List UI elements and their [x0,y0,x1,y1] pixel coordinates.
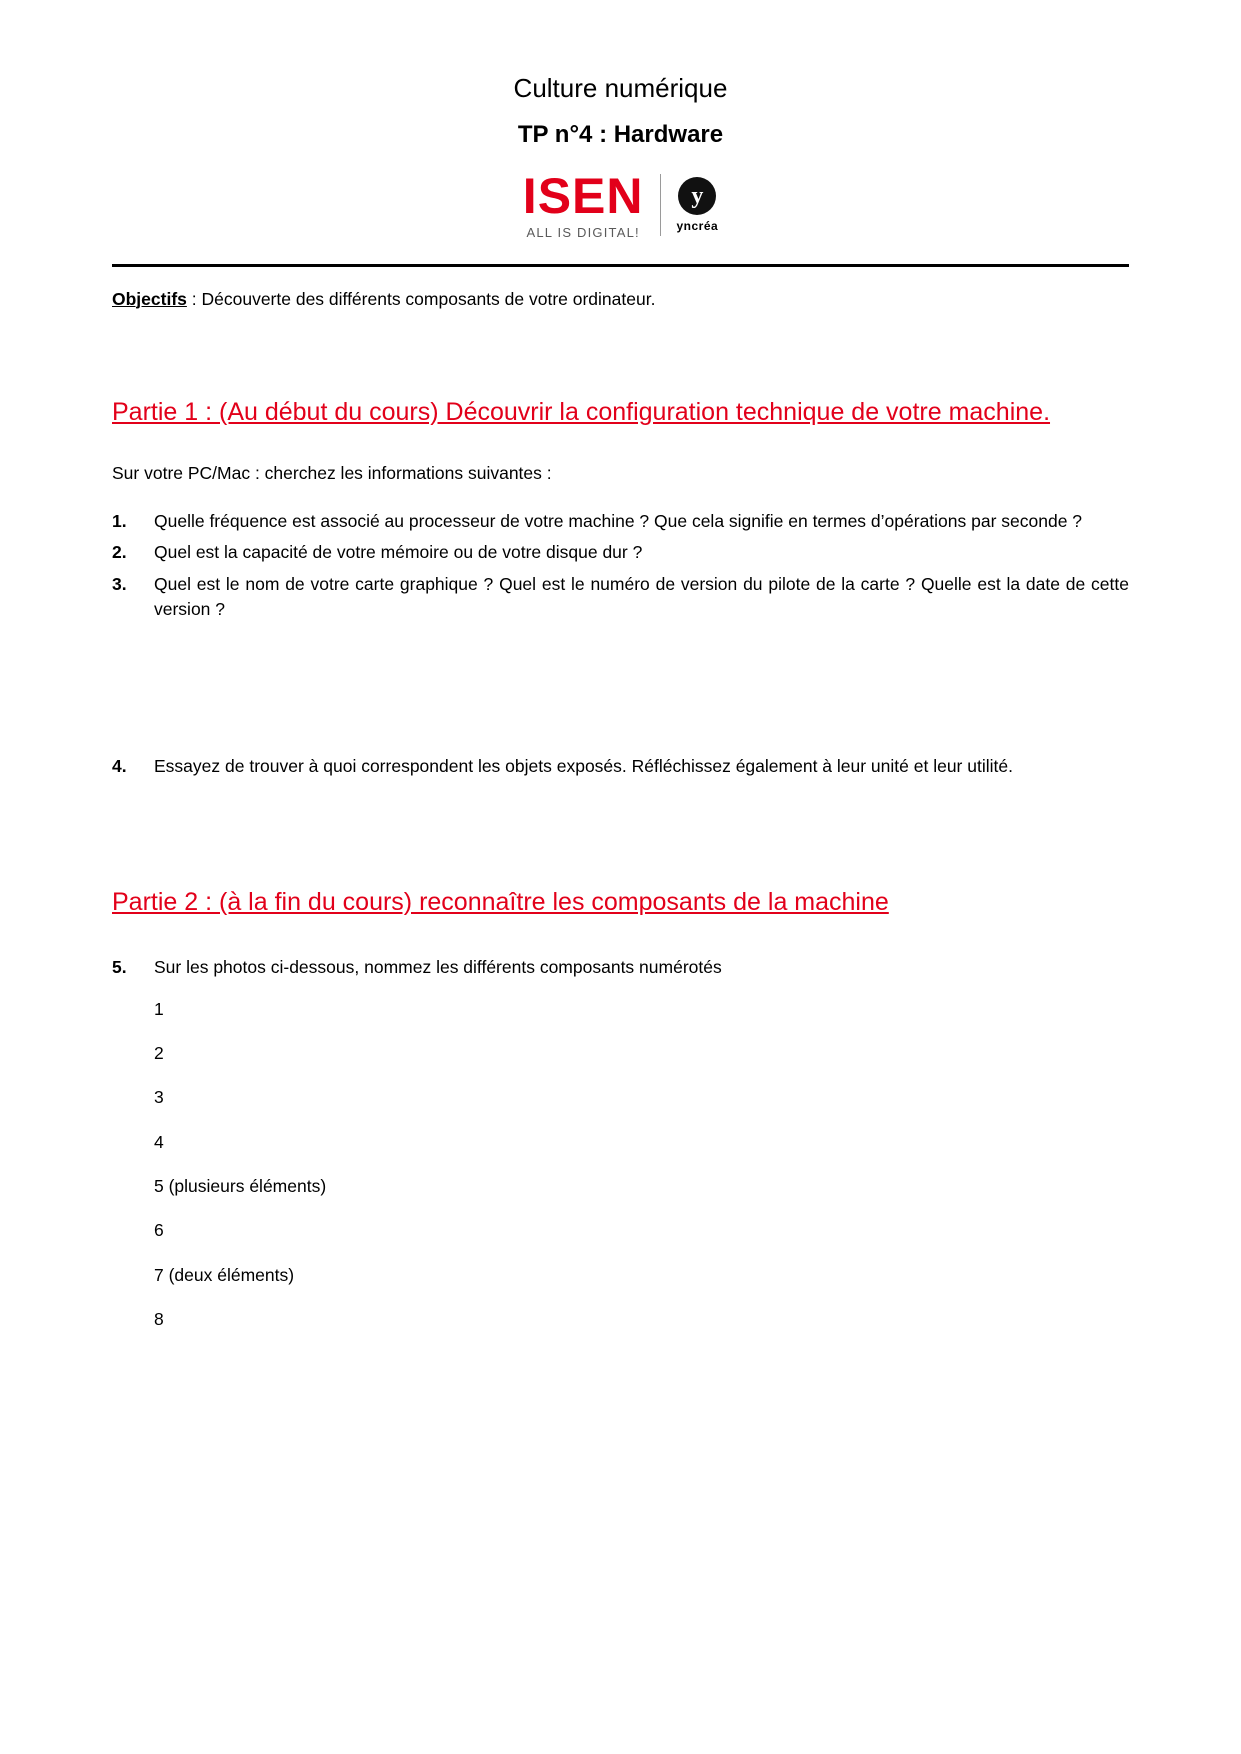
yncrea-wordmark: yncréa [676,219,719,233]
objectives-label: Objectifs [112,288,187,309]
question-number: 1. [112,510,127,531]
blank-space-1 [112,628,1129,732]
list-item [112,754,1129,779]
objectives-text: : Découverte des différents composants de votre ordinateur. [186,288,656,309]
component-answer-lines [154,997,1129,1333]
isen-logo [522,167,660,240]
question-text: Sur les photos ci-dessous, nommez les différents composants numérotés [154,957,722,978]
list-item [112,572,1129,623]
isen-yncrea-logo [496,167,746,240]
question-text: Quel est la capacité de votre mémoire ou de votre disque dur ? [154,542,643,563]
document-body [0,287,1241,1352]
header-divider [112,264,1129,267]
part2-question5 [112,955,1129,1351]
part1-question4-list [112,754,1129,779]
answer-line: 3 [154,1087,164,1108]
page-subtitle: TP n°4 : Hardware [517,120,724,148]
question-text: Quelle fréquence est associé au processeur de votre machine ? Que cela signifie en termes d’opérations par seconde ? [154,510,1083,531]
document-header [0,0,1241,240]
logo-divider [660,174,661,236]
isen-tagline: ALL IS DIGITAL! [526,224,640,240]
isen-wordmark: ISEN [522,167,644,224]
objectives-line [112,287,1129,312]
question-text: Quel est le nom de votre carte graphique ? Quel est le numéro de version du pilote de la carte ? Quelle est la date de cette version ? [154,573,1129,619]
part1-heading: Partie 1 : (Au début du cours) Découvrir la configuration technique de votre machine. [112,397,1051,426]
question5-body [154,955,1129,1351]
page-title: Culture numérique [513,73,728,103]
answer-line: 2 [154,1042,164,1063]
list-item [112,509,1129,534]
question-number: 4. [112,756,127,777]
answer-line: 6 [154,1220,164,1241]
yncrea-logo [677,177,719,233]
question-number: 2. [112,542,127,563]
question-text: Essayez de trouver à quoi correspondent les objets exposés. Réfléchissez également à leur unité et leur utilité. [154,756,1013,777]
yncrea-circle-icon: y [678,177,716,215]
answer-line: 5 (plusieurs éléments) [154,1176,327,1196]
part1-lead: Sur votre PC/Mac : cherchez les informations suivantes : [112,463,552,484]
list-item [112,540,1129,565]
part1-question-list [112,509,1129,623]
answer-line: 1 [154,998,164,1019]
answer-line: 4 [154,1131,164,1152]
answer-line: 7 (deux éléments) [154,1264,295,1285]
part2-heading: Partie 2 : (à la fin du cours) reconnaître les composants de la machine [112,887,889,916]
answer-line: 8 [154,1309,164,1330]
question-number: 3. [112,573,127,594]
question-number: 5. [112,957,127,978]
